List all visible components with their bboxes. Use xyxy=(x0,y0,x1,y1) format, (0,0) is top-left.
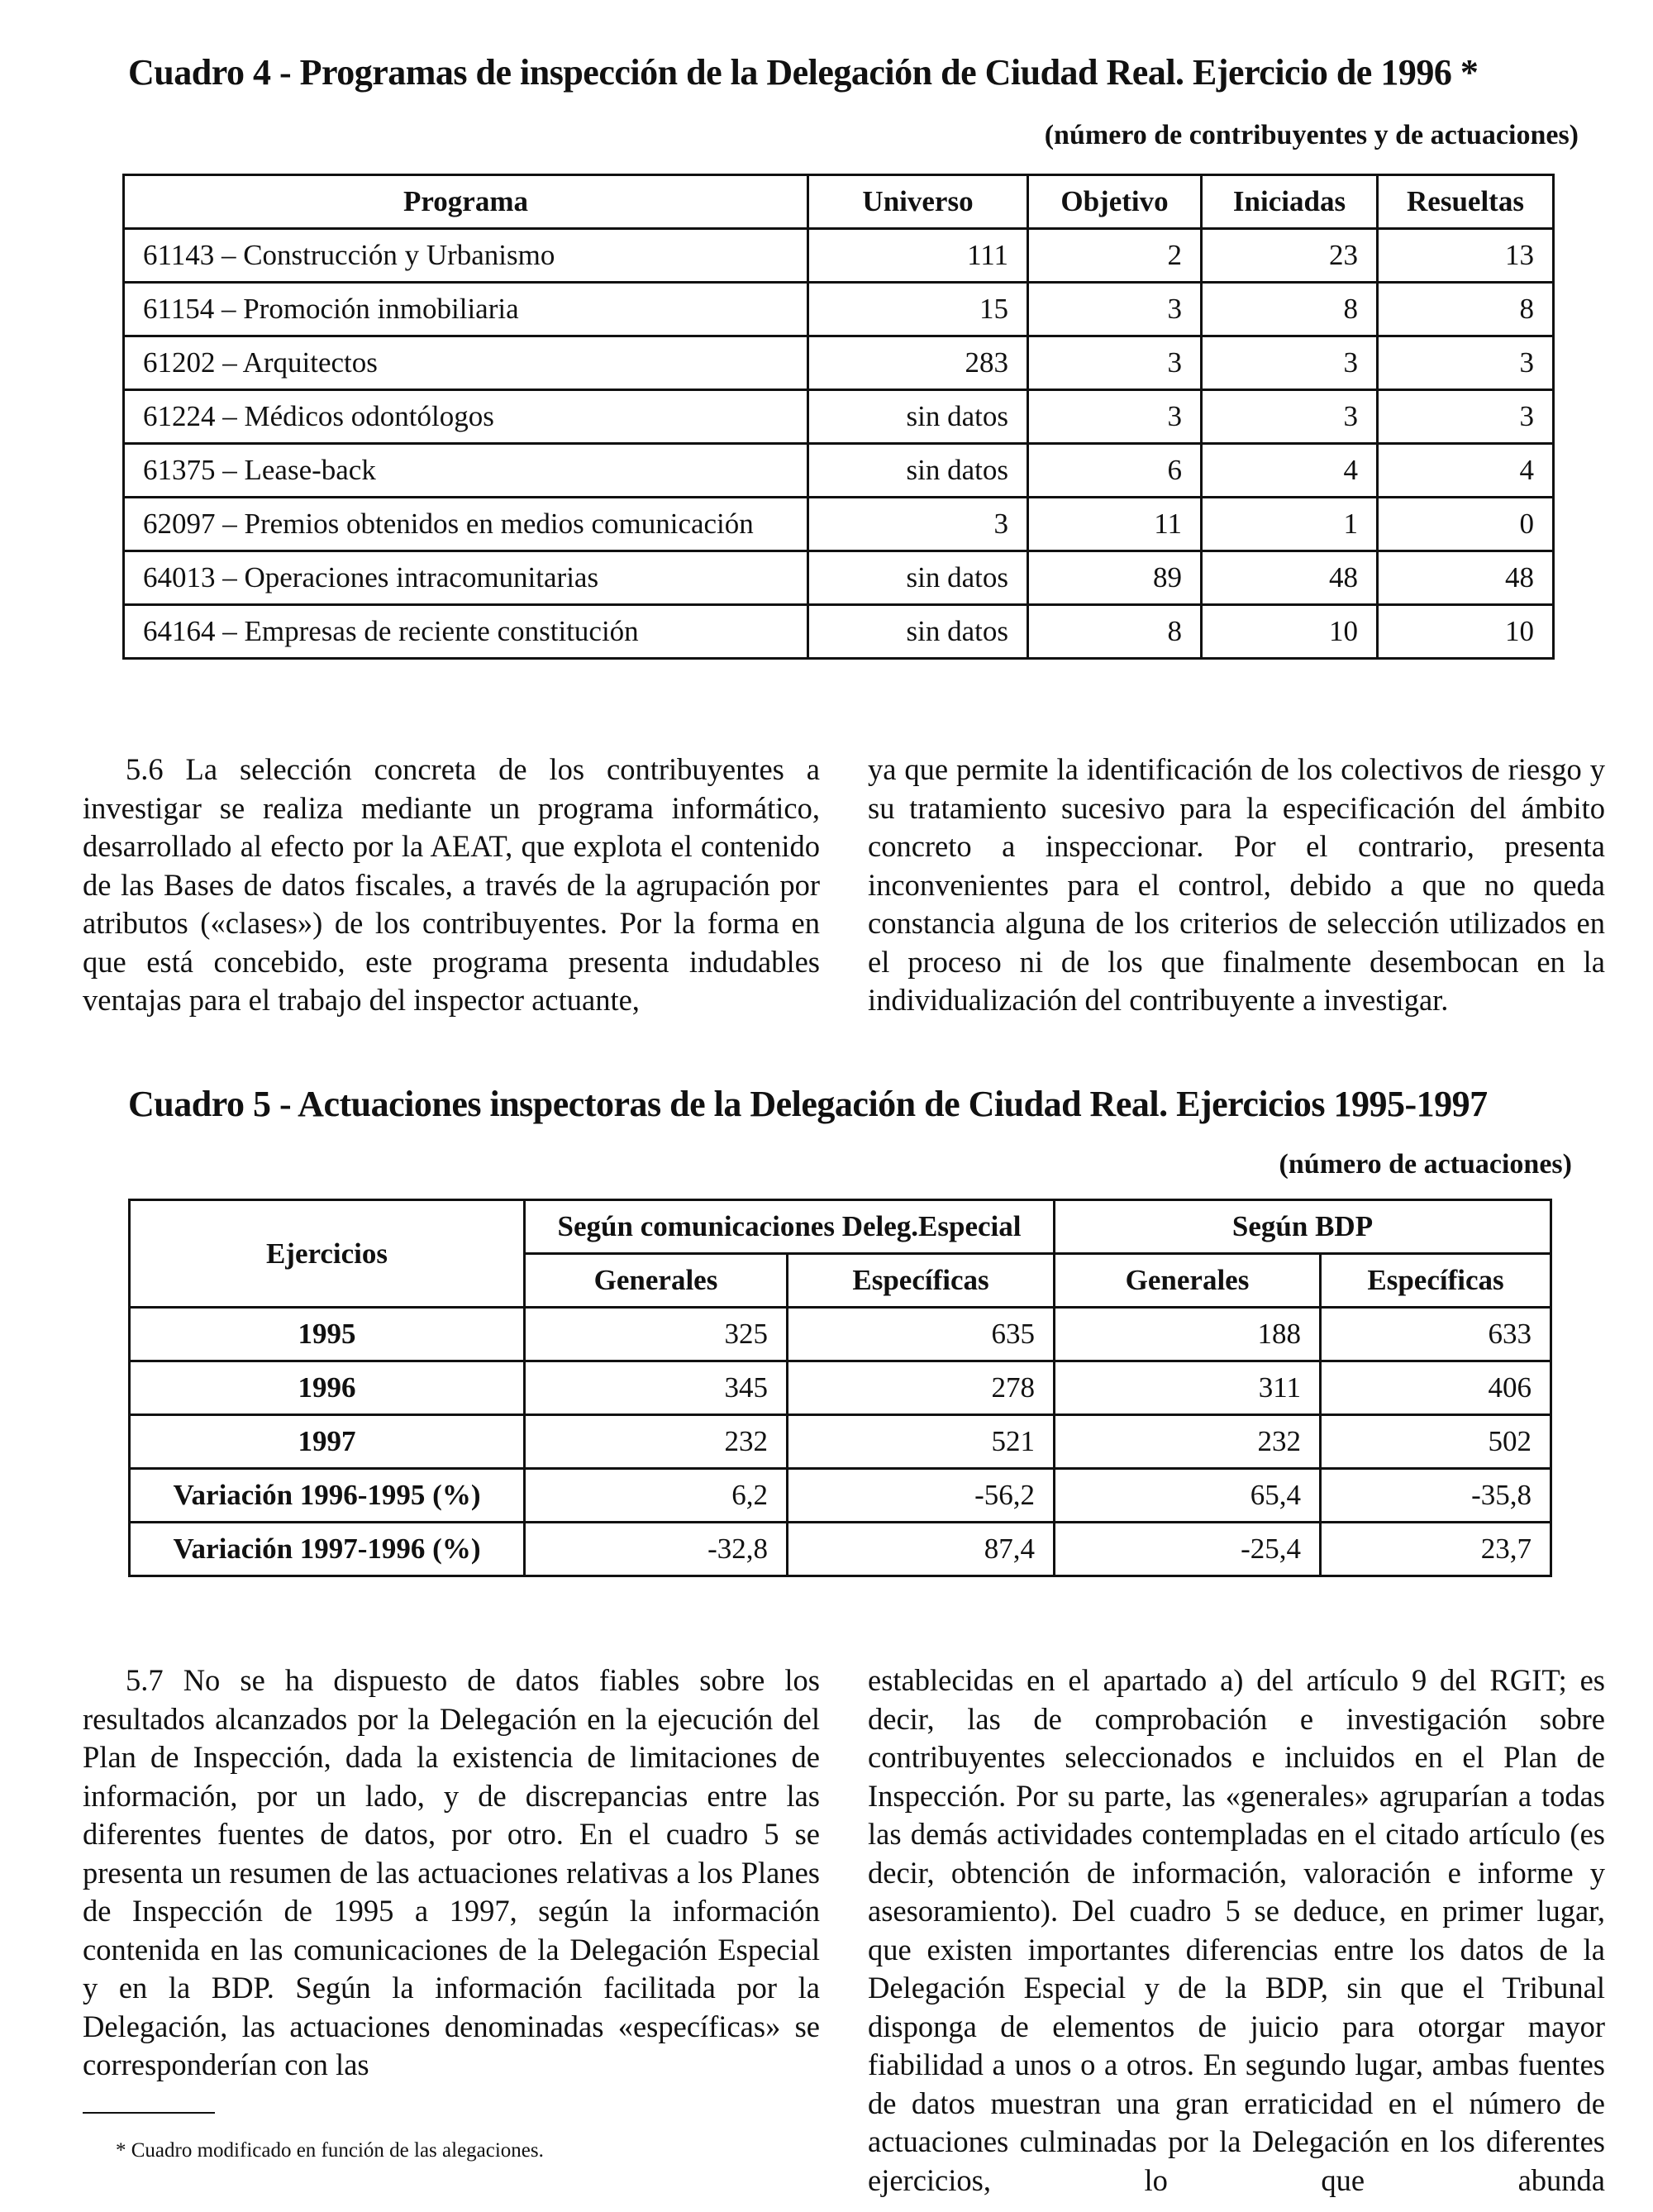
programa-cell: 61143 – Construcción y Urbanismo xyxy=(124,229,808,283)
universo-cell: sin datos xyxy=(808,390,1028,444)
deleg-especificas-cell: 635 xyxy=(788,1308,1055,1361)
footnote: * Cuadro modificado en función de las alegaciones. xyxy=(116,2139,544,2162)
cuadro4-header-iniciadas: Iniciadas xyxy=(1202,175,1378,229)
ejercicio-cell: Variación 1997-1996 (%) xyxy=(130,1523,525,1576)
programa-cell: 61202 – Arquitectos xyxy=(124,336,808,390)
objetivo-cell: 3 xyxy=(1028,336,1202,390)
iniciadas-cell: 3 xyxy=(1202,336,1378,390)
table-row xyxy=(130,1361,1551,1415)
cuadro4-header-resueltas: Resueltas xyxy=(1378,175,1554,229)
cuadro5-header-bdp: Según BDP xyxy=(1055,1200,1551,1254)
cuadro5-subheader-especificas: Específicas xyxy=(788,1254,1055,1308)
universo-cell: sin datos xyxy=(808,551,1028,605)
deleg-generales-cell: 232 xyxy=(525,1415,788,1469)
bdp-generales-cell: 232 xyxy=(1055,1415,1321,1469)
table-row xyxy=(124,390,1554,444)
cuadro5-subheader-generales: Generales xyxy=(525,1254,788,1308)
table-row xyxy=(124,498,1554,551)
iniciadas-cell: 8 xyxy=(1202,283,1378,336)
resueltas-cell: 3 xyxy=(1378,390,1554,444)
cuadro5-unit: (número de actuaciones) xyxy=(1279,1149,1572,1180)
cuadro4-header-objetivo: Objetivo xyxy=(1028,175,1202,229)
ejercicio-cell: 1995 xyxy=(130,1308,525,1361)
table-row xyxy=(130,1308,1551,1361)
deleg-especificas-cell: 278 xyxy=(788,1361,1055,1415)
para-5-6-right-text: ya que permite la identificación de los colectivos de riesgo y su tratamiento sucesivo para la especificación del ámbito concreto a inspeccionar. Por el contrario, presenta inconvenientes para el control, debido a que no queda constancia alguna de los criterios de selección utilizados en el proceso ni de los que finalmente desembocan en la individualización del contribuyente a investigar. xyxy=(868,752,1605,1017)
iniciadas-cell: 23 xyxy=(1202,229,1378,283)
programa-cell: 61375 – Lease-back xyxy=(124,444,808,498)
para-5-6-left-text: 5.6 La selección concreta de los contribuyentes a investigar se realiza mediante un programa informático, desarrollado al efecto por la AEAT, que explota el contenido de las Bases de datos fiscales, a través de la agrupación por atributos («clases») de los contribuyentes. Por la forma en que está concebido, este programa presenta indudables ventajas para el trabajo del inspector actuante, xyxy=(83,752,820,1017)
objetivo-cell: 11 xyxy=(1028,498,1202,551)
resueltas-cell: 0 xyxy=(1378,498,1554,551)
table-row xyxy=(130,1415,1551,1469)
bdp-generales-cell: 65,4 xyxy=(1055,1469,1321,1523)
universo-cell: 283 xyxy=(808,336,1028,390)
programa-cell: 62097 – Premios obtenidos en medios comunicación xyxy=(124,498,808,551)
universo-cell: 111 xyxy=(808,229,1028,283)
iniciadas-cell: 1 xyxy=(1202,498,1378,551)
programa-cell: 61154 – Promoción inmobiliaria xyxy=(124,283,808,336)
cuadro5-header-deleg-especial: Según comunicaciones Deleg.Especial xyxy=(525,1200,1055,1254)
cuadro5-subheader-especificas-bdp: Específicas xyxy=(1321,1254,1551,1308)
table-row xyxy=(124,605,1554,659)
cuadro4-title: Cuadro 4 - Programas de inspección de la Delegación de Ciudad Real. Ejercicio de 1996 * xyxy=(128,52,1479,93)
cuadro4-header-universo: Universo xyxy=(808,175,1028,229)
resueltas-cell: 8 xyxy=(1378,283,1554,336)
table-row xyxy=(124,336,1554,390)
deleg-generales-cell: 345 xyxy=(525,1361,788,1415)
universo-cell: sin datos xyxy=(808,605,1028,659)
resueltas-cell: 13 xyxy=(1378,229,1554,283)
table-row xyxy=(124,229,1554,283)
programa-cell: 64164 – Empresas de reciente constitución xyxy=(124,605,808,659)
deleg-especificas-cell: -56,2 xyxy=(788,1469,1055,1523)
iniciadas-cell: 10 xyxy=(1202,605,1378,659)
universo-cell: 15 xyxy=(808,283,1028,336)
cuadro5-title: Cuadro 5 - Actuaciones inspectoras de la Delegación de Ciudad Real. Ejercicios 1995-1997 xyxy=(128,1084,1488,1124)
objetivo-cell: 8 xyxy=(1028,605,1202,659)
cuadro4-table xyxy=(122,174,1555,660)
bdp-generales-cell: 311 xyxy=(1055,1361,1321,1415)
table-row xyxy=(130,1469,1551,1523)
ejercicio-cell: 1996 xyxy=(130,1361,525,1415)
objetivo-cell: 6 xyxy=(1028,444,1202,498)
programa-cell: 64013 – Operaciones intracomunitarias xyxy=(124,551,808,605)
bdp-especificas-cell: 23,7 xyxy=(1321,1523,1551,1576)
bdp-especificas-cell: 633 xyxy=(1321,1308,1551,1361)
deleg-generales-cell: -32,8 xyxy=(525,1523,788,1576)
cuadro5-header-ejercicios: Ejercicios xyxy=(130,1200,525,1308)
cuadro4-header-row xyxy=(124,175,1554,229)
para-5-7-left-text: 5.7 No se ha dispuesto de datos fiables sobre los resultados alcanzados por la Delegación en la ejecución del Plan de Inspección, dada la existencia de limitaciones de información, por un lado, y de discrepancias entre las diferentes fuentes de datos, por otro. En el cuadro 5 se presenta un resumen de las actuaciones relativas a los Planes de Inspección de 1995 a 1997, según la información contenida en las comunicaciones de la Delegación Especial y en la BDP. Según la información facilitada por la Delegación, las actuaciones denominadas «específicas» se corresponderían con las xyxy=(83,1663,820,2081)
deleg-especificas-cell: 87,4 xyxy=(788,1523,1055,1576)
resueltas-cell: 4 xyxy=(1378,444,1554,498)
iniciadas-cell: 4 xyxy=(1202,444,1378,498)
objetivo-cell: 3 xyxy=(1028,390,1202,444)
resueltas-cell: 48 xyxy=(1378,551,1554,605)
cuadro5-subheader-generales-bdp: Generales xyxy=(1055,1254,1321,1308)
resueltas-cell: 10 xyxy=(1378,605,1554,659)
iniciadas-cell: 48 xyxy=(1202,551,1378,605)
objetivo-cell: 2 xyxy=(1028,229,1202,283)
universo-cell: sin datos xyxy=(808,444,1028,498)
table-row xyxy=(130,1523,1551,1576)
cuadro4-unit: (número de contribuyentes y de actuaciones) xyxy=(1044,120,1579,150)
objetivo-cell: 89 xyxy=(1028,551,1202,605)
bdp-generales-cell: -25,4 xyxy=(1055,1523,1321,1576)
bdp-especificas-cell: -35,8 xyxy=(1321,1469,1551,1523)
programa-cell: 61224 – Médicos odontólogos xyxy=(124,390,808,444)
universo-cell: 3 xyxy=(808,498,1028,551)
deleg-especificas-cell: 521 xyxy=(788,1415,1055,1469)
table-row xyxy=(124,551,1554,605)
cuadro4-header-programa: Programa xyxy=(124,175,808,229)
table-row xyxy=(124,444,1554,498)
iniciadas-cell: 3 xyxy=(1202,390,1378,444)
ejercicio-cell: Variación 1996-1995 (%) xyxy=(130,1469,525,1523)
bdp-especificas-cell: 502 xyxy=(1321,1415,1551,1469)
table-row xyxy=(124,283,1554,336)
para-5-6-right xyxy=(868,751,1605,1020)
para-5-6-left xyxy=(83,751,820,1020)
bdp-generales-cell: 188 xyxy=(1055,1308,1321,1361)
para-5-7-right-text: establecidas en el apartado a) del artículo 9 del RGIT; es decir, las de comprobación e investigación sobre contribuyentes seleccionados e incluidos en el Plan de Inspección. Por su parte, las «generales» agruparían a todas las demás actividades contempladas en el citado artículo (es decir, obtención de información, valoración e informe y asesoramiento). Del cuadro 5 se deduce, en primer lugar, que existen importantes diferencias entre los datos de la Delegación Especial y de la BDP, sin que el Tribunal disponga de elementos de juicio para otorgar mayor fiabilidad a unos o a otros. En segundo lugar, ambas fuentes de datos muestran una gran erraticidad en el número de actuaciones culminadas por la Delegación en los diferentes ejercicios, lo que abunda xyxy=(868,1663,1605,2197)
ejercicio-cell: 1997 xyxy=(130,1415,525,1469)
para-5-7-right xyxy=(868,1661,1605,2200)
para-5-7-left xyxy=(83,1661,820,2085)
deleg-generales-cell: 6,2 xyxy=(525,1469,788,1523)
footnote-rule xyxy=(83,2112,215,2114)
resueltas-cell: 3 xyxy=(1378,336,1554,390)
cuadro5-group-header-row xyxy=(130,1200,1551,1254)
cuadro5-table xyxy=(128,1199,1552,1577)
bdp-especificas-cell: 406 xyxy=(1321,1361,1551,1415)
deleg-generales-cell: 325 xyxy=(525,1308,788,1361)
objetivo-cell: 3 xyxy=(1028,283,1202,336)
